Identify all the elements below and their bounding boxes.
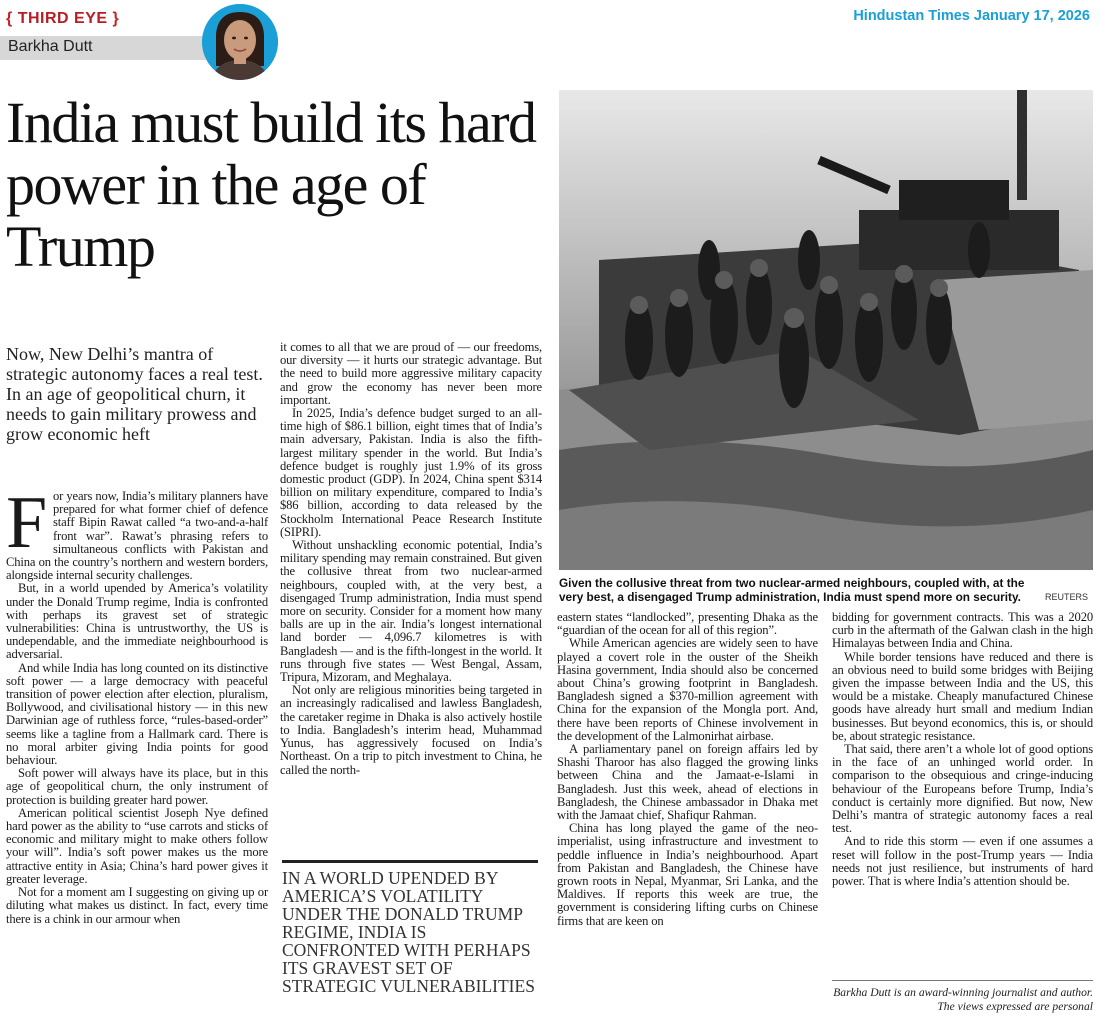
- paragraph: eastern states “landlocked”, presenting Dhaka as the “guardian of the ocean for all of this region”.: [557, 610, 818, 638]
- article-column-1: [6, 482, 268, 926]
- column-label: THIRD EYE: [17, 10, 108, 27]
- bracket-open: {: [6, 10, 13, 27]
- article-column-4: [832, 611, 1093, 888]
- author-portrait-icon: [202, 4, 278, 80]
- paragraph: While American agencies are widely seen to have played a covert role in the ouster of the Sheikh Hasina government, India should also be concerned about China’s growing footprint in Bangladesh. Bangladesh signed a $370-million agreement with China for the expansion of the Mongla port. And, there have been reports of Chinese involvement in the development of the Lalmonirhat airbase.: [557, 636, 818, 743]
- paragraph: or years now, India’s military planners have prepared for what former chief of defence staff Bipin Rawat called “a two-and-a-half front war”. Rawat’s phrasing refers to simultaneous conflicts with Pakistan and China on the country’s northern and western borders, alongside internal security challenges.: [6, 489, 268, 583]
- pull-quote: IN A WORLD UPENDED BY AMERICA’S VOLATILITY UNDER THE DONALD TRUMP REGIME, INDIA IS CONFRONTED WITH PERHAPS ITS GRAVEST SET OF STRATEGIC VULNERABILITIES: [282, 860, 538, 995]
- paragraph: bidding for government contracts. This was a 2020 curb in the aftermath of the Galwan clash in the high Himalayas between India and China.: [832, 610, 1093, 651]
- article-column-2: [280, 341, 542, 777]
- photo-credit: REUTERS: [1045, 592, 1089, 602]
- paragraph: Not for a moment am I suggesting on giving up or diluting what makes us distinct. In fact, every time there is a chink in our armour when: [6, 885, 268, 926]
- paragraph: In 2025, India’s defence budget surged to an all-time high of $86.1 billion, eight times that of India’s main adversary, Pakistan. India is also the fifth-largest military spender in the world. But India’s defence budget is roughly just 1.9% of its gross domestic product (GDP). In 2024, China spent $314 billion on military expenditure, compared to India’s $86 billion, according to data released by the Stockholm International Peace Research Institute (SIPRI).: [280, 406, 542, 539]
- paragraph: And while India has long counted on its distinctive soft power — a large democracy with peaceful transition of power election after election, pluralism, Bollywood, and civilisational history — in this new Darwinian age of ruthless force, “rules-based-order” seems like a tagline from a Hallmark card. There is no moral arbiter giving India points for good behaviour.: [6, 660, 268, 768]
- paragraph: A parliamentary panel on foreign affairs led by Shashi Tharoor has also flagged the growing links between China and the Jamaat-e-Islami in Bangladesh. Just this week, ahead of elections in Bangladesh, the Chinese ambassador in Dhaka met with the Jamaat chief, Shafiqur Rahman.: [557, 742, 818, 823]
- bracket-close: }: [112, 10, 120, 27]
- column-tag: [6, 10, 119, 28]
- article-column-3: [557, 611, 818, 928]
- headline: India must build its hard power in the age of Trump: [6, 90, 536, 279]
- paragraph: China has long played the game of the neo-imperialist, using infrastructure and investment to peddle influence in India’s neighbourhood. Apart from Pakistan and Bangladesh, the Chinese have grown roots in Nepal, Myanmar, Sri Lanka, and the Maldives. If reports this week are true, the government is considering lifting curbs on Chinese firms that are keen on: [557, 821, 818, 928]
- paragraph: Not only are religious minorities being targeted in an increasingly radicalised and lawless Bangladesh, the caretaker regime in Dhaka is also actively hostile to India. Bangladesh’s interim head, Muhammad Yunus, has aggressively focused on India’s Northeast. On a trip to pitch investment to China, he called the north-: [280, 683, 542, 777]
- paragraph: American political scientist Joseph Nye defined hard power as the ability to “use carrots and sticks of economic and military might to make others follow your will”. India’s soft power makes us the more attractive entity in Asia; China’s hard power gives it greater leverage.: [6, 805, 268, 886]
- dropcap: F: [6, 482, 48, 564]
- photo-caption: Given the collusive threat from two nuclear-armed neighbours, coupled with, at the very best, a disengaged Trump administration, India must spend more on security.: [559, 576, 1025, 604]
- author-bio: Barkha Dutt is an award-winning journalist and author. The views expressed are personal: [833, 986, 1093, 1013]
- author-avatar: [202, 4, 278, 80]
- author-name: Barkha Dutt: [8, 38, 93, 55]
- publication-line: Hindustan Times January 17, 2026: [853, 8, 1090, 24]
- article-photo: [559, 90, 1093, 570]
- bio-divider: [832, 980, 1093, 981]
- paragraph: Without unshackling economic potential, India’s military spending may remain constrained. But given the collusive threat from two nuclear-armed neighbours, coupled with, at the very best, a disengaged Trump administration, India must spend more on security. Consider for a moment how many balls are up in the air. India’s longest international land border — 4,096.7 kilometres is with Bangladesh — and is the fifth-longest in the world. It runs through five states — West Bengal, Assam, Tripura, Mizoram, and Meghalaya.: [280, 538, 542, 685]
- paragraph: That said, there aren’t a whole lot of good options in the face of an unhinged world order. In comparison to the obsequious and cringe-inducing behaviour of the Europeans before Trump, India’s conduct is certainly more dignified. But now, New Delhi’s mantra of strategic autonomy faces a real test.: [832, 742, 1093, 836]
- paragraph: Soft power will always have its place, but in this age of geopolitical churn, the only instrument of protection is building greater hard power.: [6, 766, 268, 807]
- paragraph: And to ride this storm — even if one assumes a reset will follow in the post-Trump years — India needs not just resilience, but instruments of hard power. That is where India’s attention should be.: [832, 834, 1093, 889]
- soldiers-landing-craft-photo: [559, 90, 1093, 570]
- paragraph: But, in a world upended by America’s volatility under the Donald Trump regime, India is confronted with perhaps its gravest set of strategic vulnerabilities: China is untrustworthy, the US is undependable, and the immediate neighbourhood is adversarial.: [6, 581, 268, 662]
- paragraph: While border tensions have reduced and there is an obvious need to build some bridges with Beijing given the impasse between India and the US, this would be a mistake. Cheaply manufactured Chinese goods have already hurt small and medium Indian businesses. But beyond economics, this is, or should be, about strategic resistance.: [832, 649, 1093, 743]
- standfirst: Now, New Delhi’s mantra of strategic autonomy faces a real test. In an age of geopolitical churn, it needs to gain military prowess and grow economic heft: [6, 344, 263, 444]
- paragraph: it comes to all that we are proud of — our freedoms, our diversity — it hurts our strategic advantage. But the need to build more aggressive military capacity and grow the economy has never been more important.: [280, 340, 542, 407]
